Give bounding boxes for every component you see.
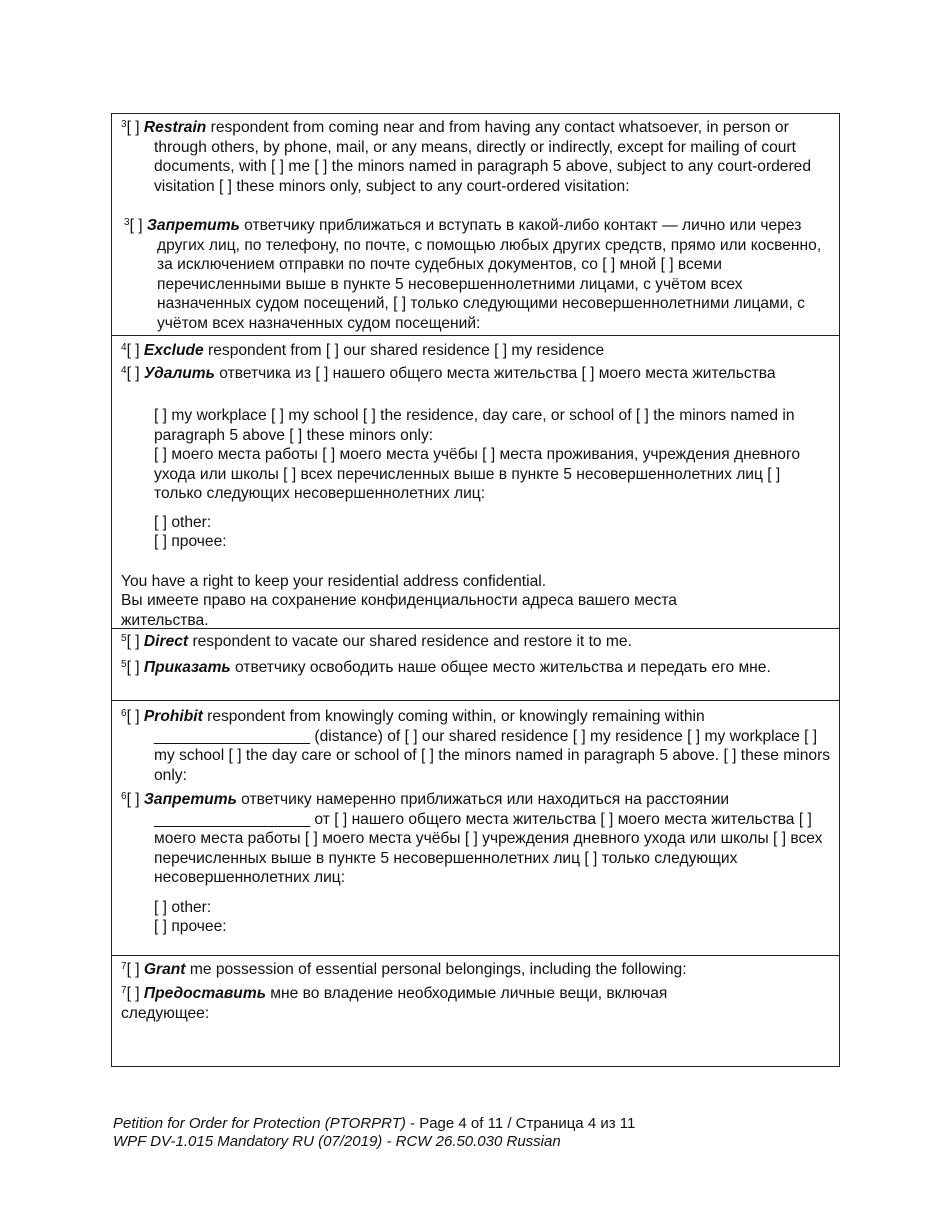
direct-ru: $^5$[ ] Приказать ответчику освободить наше общее место жительства и передать его мне. — [121, 659, 771, 676]
footer-page-info: - Page 4 of 11 / Страница 4 из 11 — [405, 1115, 636, 1132]
footer-form-id: WPF DV-1.015 Mandatory RU (07/2019) - RCW 26.50.030 Russian — [113, 1133, 561, 1150]
section-prohibit — [112, 700, 839, 955]
form-table — [111, 113, 840, 1067]
prohibit-ru: $^6$[ ] Запретить ответчику намеренно приближаться или находиться на расстоянии __________________ от [ ] нашего общего места жительства [ ] моего места жительства [ ] моего места работы [ ] моего места учёбы [ ] учреждения дневного ухода или школы [ ] всех перечисленных выше в пункте 5 несовершеннолетних лиц [ ] только следующих несовершеннолетних лиц: — [121, 791, 823, 886]
section-direct — [112, 628, 839, 700]
prohibit-en: $^6$[ ] Prohibit respondent from knowingly coming within, or knowingly remaining within __________________ (distance) of [ ] our shared residence [ ] my residence [ ] my workplace [ ] my school [ ] the day care or school of [ ] the minors named in paragraph 5 above. [ ] these minors only: — [121, 708, 831, 784]
exclude-en: $^4$[ ] Exclude respondent from [ ] our shared residence [ ] my residence — [121, 342, 605, 359]
exclude-workplace-en[interactable]: [ ] my workplace [ ] my school [ ] the residence, day care, or school of [ ] the minors named in paragraph 5 above [ ] these minors only: — [154, 407, 795, 444]
grant-ru-checkbox[interactable]: [ ] — [126, 985, 144, 1002]
restrain-en: $^3$[ ] Restrain respondent from coming near and from having any contact whatsoever, in person or through others, by phone, mail, or any means, directly or indirectly, except for mailing of court documents, with [ ] me [ ] the minors named in paragraph 5 above, subject to any court-ordered visitation [ ] these minors only, subject to any court-ordered visitation: — [121, 119, 812, 195]
section-exclude — [112, 335, 839, 628]
prohibit-other-ru[interactable]: [ ] прочее: — [154, 918, 227, 935]
direct-ru-checkbox[interactable]: [ ] — [126, 659, 144, 676]
exclude-ru: $^4$[ ] Удалить ответчика из [ ] нашего общего места жительства [ ] моего места жительства — [121, 365, 776, 382]
exclude-workplace-ru[interactable]: [ ] моего места работы [ ] моего места учёбы [ ] места проживания, учреждения дневного ухода или школы [ ] всех перечисленных выше в пункте 5 несовершеннолетних лиц [ ] только следующих несовершеннолетних лиц: — [154, 446, 800, 502]
footer-line-2 — [113, 1133, 635, 1151]
exclude-en-checkbox[interactable]: [ ] — [126, 342, 144, 359]
direct-en: $^5$[ ] Direct respondent to vacate our shared residence and restore it to me. — [121, 633, 632, 650]
exclude-other-ru[interactable]: [ ] прочее: — [154, 533, 227, 550]
confidential-notice-en: You have a right to keep your residential address confidential. — [121, 573, 547, 590]
grant-en: $^7$[ ] Grant me possession of essential personal belongings, including the following: — [121, 961, 687, 978]
grant-ru: $^7$[ ] Предоставить мне во владение необходимые личные вещи, включая следующее: — [121, 985, 668, 1022]
restrain-ru-checkbox[interactable]: [ ] — [129, 217, 147, 234]
footer-line-1 — [113, 1115, 635, 1133]
prohibit-ru-checkbox[interactable]: [ ] — [126, 791, 144, 808]
page-footer — [113, 1115, 635, 1151]
prohibit-en-checkbox[interactable]: [ ] — [126, 708, 144, 725]
exclude-ru-checkbox[interactable]: [ ] — [126, 365, 144, 382]
confidential-notice-ru: Вы имеете право на сохранение конфиденциальности адреса вашего места жительства. — [121, 592, 677, 629]
section-grant — [112, 955, 839, 1066]
footer-form-title: Petition for Order for Protection (PTORPRT) — [113, 1115, 406, 1132]
restrain-ru: $^3$[ ] Запретить ответчику приближаться и вступать в какой-либо контакт — лично или через других лиц, по телефону, по почте, с помощью любых других средств, прямо или косвенно, за исключением отправки по почте судебных документов, со [ ] мной [ ] всеми перечисленными выше в пункте 5 несовершеннолетними лицами, с учётом всех назначенных судом посещений, [ ] только следующими несовершеннолетними лицами, с учётом всех назначенных судом посещений: — [124, 217, 822, 332]
exclude-other-en[interactable]: [ ] other: — [154, 514, 212, 531]
section-restrain — [112, 114, 839, 335]
grant-en-checkbox[interactable]: [ ] — [126, 961, 144, 978]
prohibit-other-en[interactable]: [ ] other: — [154, 899, 212, 916]
restrain-en-checkbox[interactable]: [ ] — [126, 119, 144, 136]
direct-en-checkbox[interactable]: [ ] — [126, 633, 144, 650]
